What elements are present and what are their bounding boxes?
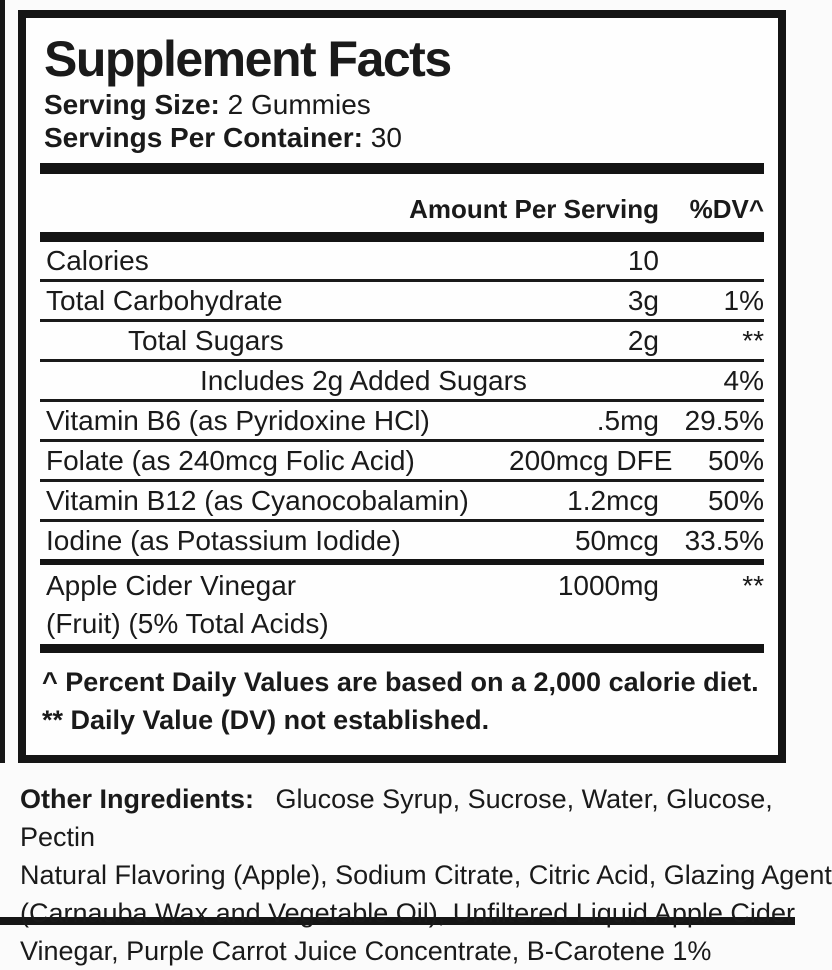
divider-thick-header <box>40 232 764 242</box>
divider-thick-top <box>40 163 764 174</box>
acv-main-line <box>40 567 764 604</box>
nutrient-name-line2: (Fruit) (5% Total Acids) <box>46 608 329 639</box>
footnote-dv-not-established: ** Daily Value (DV) not established. <box>42 705 490 735</box>
nutrient-amount: 50mcg <box>574 524 659 556</box>
nutrient-name: Calories <box>46 244 149 276</box>
table-row-iodine <box>40 522 764 559</box>
other-ingredients-line1 <box>20 780 780 856</box>
servings-per-container-value: 30 <box>370 122 402 153</box>
nutrient-name: Apple Cider Vinegar <box>46 569 297 601</box>
table-row-vitamin-b12 <box>40 482 764 522</box>
nutrient-amount: 200mcg DFE <box>509 444 673 476</box>
supplement-facts-panel <box>18 10 786 763</box>
table-row-calories <box>40 242 764 282</box>
table-row-apple-cider-vinegar <box>40 565 764 644</box>
nutrient-name: Vitamin B12 (as Cyanocobalamin) <box>46 484 469 516</box>
panel-title: Supplement Facts <box>44 31 451 87</box>
other-ingredients-label: Other Ingredients: <box>20 784 255 814</box>
table-row-total-carbohydrate <box>40 282 764 322</box>
nutrient-dv: 29.5% <box>684 404 764 436</box>
header-amount-per-serving: Amount Per Serving <box>409 194 659 224</box>
nutrient-dv: 4% <box>723 364 764 396</box>
nutrient-amount: 1.2mcg <box>567 484 659 516</box>
nutrient-dv: ** <box>742 324 764 356</box>
photo-edge-left <box>0 0 5 763</box>
table-row-folate <box>40 442 764 482</box>
serving-size-value: 2 Gummies <box>227 89 371 120</box>
nutrient-name: Total Carbohydrate <box>46 284 283 316</box>
nutrient-amount: 10 <box>627 244 659 276</box>
nutrient-name: Total Sugars <box>128 324 284 356</box>
nutrient-amount: 3g <box>627 284 659 316</box>
other-ingredients-text-2: Natural Flavoring (Apple), Sodium Citrate, Citric Acid, Glazing Agent <box>20 860 832 890</box>
footnote-percent-dv: ^ Percent Daily Values are based on a 2,000 calorie diet. <box>42 667 759 697</box>
nutrient-dv: 50% <box>707 444 764 476</box>
footnotes <box>40 653 764 739</box>
table-header-row <box>40 174 764 232</box>
serving-size-label: Serving Size: <box>44 89 220 120</box>
nutrient-amount: .5mg <box>596 404 659 436</box>
table-row-total-sugars <box>40 322 764 362</box>
table-row-vitamin-b6 <box>40 402 764 442</box>
other-ingredients-text-1: Glucose Syrup, Sucrose, Water, Glucose, Pectin <box>20 784 773 852</box>
nutrient-name: Vitamin B6 (as Pyridoxine HCl) <box>46 404 430 436</box>
nutrient-name: Folate (as 240mcg Folic Acid) <box>46 444 415 476</box>
header-percent-dv: %DV^ <box>689 194 764 224</box>
servings-per-container-line <box>40 121 764 154</box>
nutrient-dv: 33.5% <box>684 524 764 556</box>
nutrient-name: Iodine (as Potassium Iodide) <box>46 524 401 556</box>
nutrient-amount: 2g <box>627 324 659 356</box>
nutrient-name: Includes 2g Added Sugars <box>200 364 527 396</box>
table-row-added-sugars <box>40 362 764 402</box>
other-ingredients-text-4: Vinegar, Purple Carrot Juice Concentrate, B-Carotene 1% <box>20 936 712 966</box>
other-ingredients-section <box>20 780 832 970</box>
nutrient-dv: ** <box>742 569 764 601</box>
divider-thick-footnote <box>40 644 764 653</box>
nutrient-amount: 1000mg <box>557 569 659 601</box>
nutrient-dv: 1% <box>723 284 764 316</box>
serving-size-line <box>40 88 764 121</box>
other-ingredients-text-3: (Carnauba Wax and Vegetable Oil), Unfiltered Liquid Apple Cider <box>20 898 795 928</box>
servings-per-container-label: Servings Per Container: <box>44 122 363 153</box>
nutrient-dv: 50% <box>707 484 764 516</box>
